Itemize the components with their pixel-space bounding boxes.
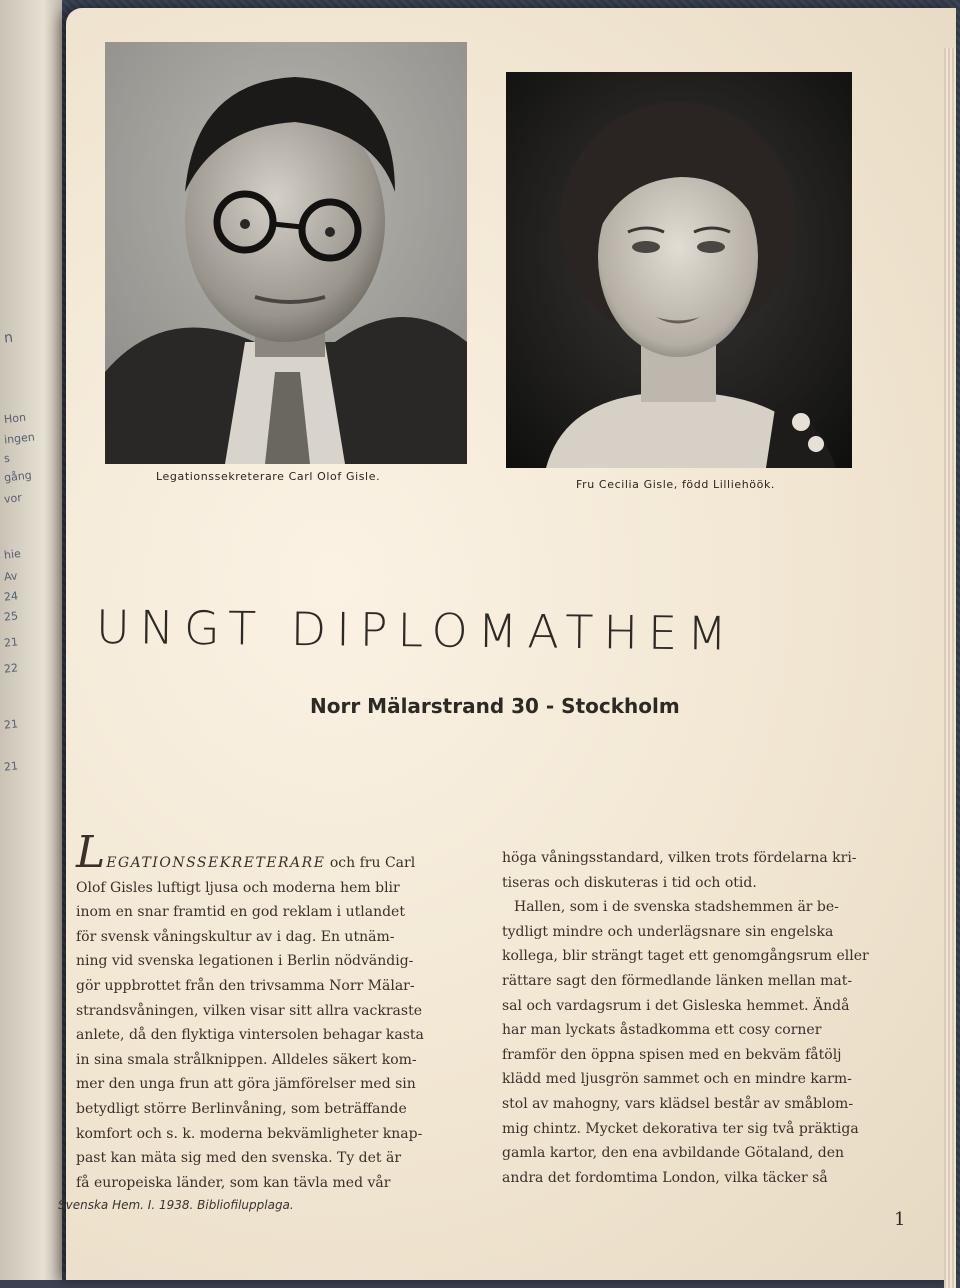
drop-cap: L	[76, 827, 107, 878]
text-line: strandsvåningen, vilken visar sitt allra vackraste	[76, 1002, 422, 1019]
small-caps-lead: EGATIONSSEKRETERARE	[106, 855, 326, 871]
publication-footer: Svenska Hem. I. 1938. Bibliofilupplaga.	[58, 1198, 294, 1212]
text-line: höga våningsstandard, vilken trots fördelarna kri-	[502, 850, 857, 866]
previous-page-fragment: gång	[3, 468, 33, 485]
article-title: UNGT DIPLOMATHEM	[95, 599, 738, 661]
text-line: inom en snar framtid en god reklam i utlandet	[76, 904, 405, 921]
text-line: få europeiska länder, som kan tävla med vår	[76, 1174, 391, 1191]
text-line: mer den unga frun att göra jämförelser med sin	[76, 1076, 416, 1093]
article-subtitle: Norr Mälarstrand 30 - Stockholm	[310, 694, 680, 718]
text-line: betydligt större Berlinvåning, som beträffande	[76, 1100, 407, 1117]
text-line: anlete, då den flyktiga vintersolen behagar kasta	[76, 1027, 424, 1044]
text-line: gamla kartor, den ena avbildande Götaland, den	[502, 1145, 845, 1162]
text-line: rättare sagt den förmedlande länken mellan mat-	[502, 972, 853, 989]
portrait-photo-man	[105, 42, 467, 464]
previous-page-fragment: s	[3, 451, 11, 466]
text-line: mig chintz. Mycket dekorativa ter sig två präktiga	[502, 1120, 859, 1137]
text-line: tydligt mindre och underlägsnare sin engelska	[502, 923, 834, 940]
text-line: Hallen, som i de svenska stadshemmen är be-	[514, 899, 839, 916]
page-number: 1	[894, 1209, 906, 1230]
text-line: kollega, blir strängt taget ett genomgångsrum eller	[502, 948, 869, 965]
article-column-left	[76, 827, 500, 1195]
photo-caption-right: Fru Cecilia Gisle, född Lilliehöök.	[576, 478, 776, 491]
previous-page-fragment: 25	[3, 609, 19, 624]
photo-caption-left: Legationssekreterare Carl Olof Gisle.	[156, 470, 381, 483]
previous-page-fragment: 24	[3, 589, 19, 604]
previous-page-fragment: n	[3, 329, 14, 347]
previous-page-edge	[0, 0, 62, 1280]
text-line: tiseras och diskuteras i tid och otid.	[502, 874, 757, 891]
previous-page-fragment: 22	[3, 661, 19, 676]
previous-page-fragment: vor	[3, 491, 23, 506]
previous-page-fragment: Av	[3, 569, 19, 584]
previous-page-fragment: hie	[3, 547, 22, 562]
text-line: andra det fordomtima London, vilka täcker så	[502, 1169, 828, 1186]
text-line: Olof Gisles luftigt ljusa och moderna hem blir	[76, 879, 400, 896]
text-line: in sina smala strålknippen. Alldeles säkert kom-	[76, 1051, 417, 1068]
previous-page-fragment: 21	[3, 759, 19, 774]
page-edge-stack	[944, 48, 956, 1288]
text-line: past kan mäta sig med den svenska. Ty det är	[76, 1150, 402, 1167]
text-line: har man lyckats åstadkomma ett cosy corner	[502, 1022, 822, 1039]
previous-page-fragment: ingen	[3, 430, 36, 447]
text-line: gör uppbrottet från den trivsamma Norr Mälar-	[76, 977, 415, 994]
text-line: och fru Carl	[325, 855, 416, 871]
text-line: klädd med ljusgrön sammet och en mindre karm-	[502, 1071, 852, 1088]
previous-page-fragment: Hon	[3, 410, 27, 427]
article-column-right	[502, 846, 902, 1190]
text-line: sal och vardagsrum i det Gisleska hemmet. Ändå	[502, 997, 850, 1014]
previous-page-fragment: 21	[3, 635, 19, 650]
portrait-photo-woman	[506, 72, 852, 468]
text-line: ning vid svenska legationen i Berlin nödvändig-	[76, 953, 414, 970]
text-line: framför den öppna spisen med en bekväm fåtölj	[502, 1046, 842, 1063]
text-line: komfort och s. k. moderna bekvämligheter knap-	[76, 1125, 423, 1142]
previous-page-fragment: 21	[3, 717, 19, 732]
text-line: stol av mahogny, vars klädsel består av småblom-	[502, 1095, 854, 1112]
text-line: för svensk våningskultur av i dag. En utnäm-	[76, 928, 395, 945]
article-first-line	[76, 827, 500, 878]
